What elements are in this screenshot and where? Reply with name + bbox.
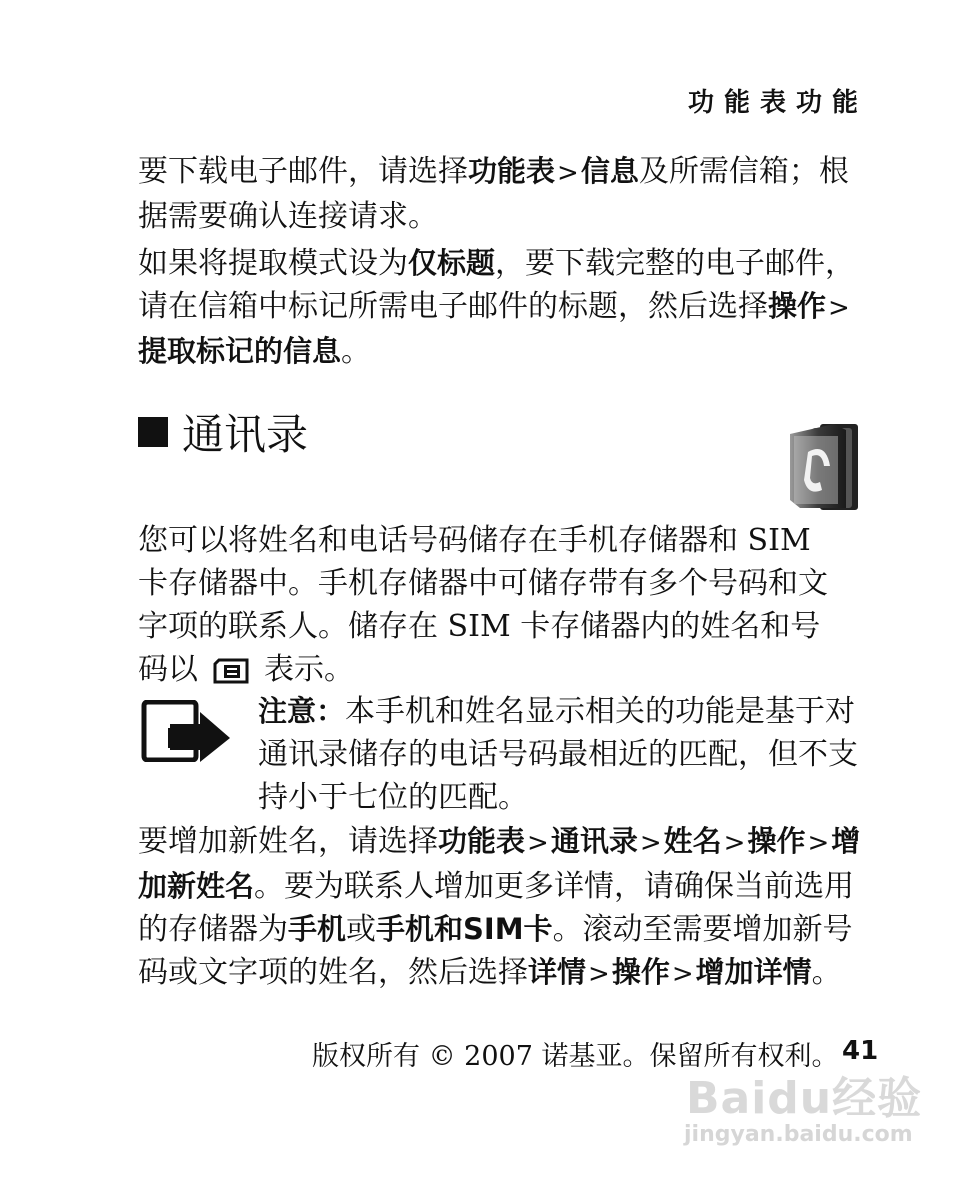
running-header: 功能表功能 bbox=[687, 88, 868, 118]
menu-term: 通讯录 bbox=[550, 824, 638, 858]
text: 。滚动至需要增加新号码或文字项的姓名，然后选择 bbox=[138, 912, 853, 990]
text: 或 bbox=[346, 912, 377, 947]
copyright-footer: 版权所有 © 2007 诺基亚。保留所有权利。 bbox=[312, 1041, 839, 1072]
menu-term: 操作 bbox=[768, 289, 827, 323]
menu-term: 提取标记的信息 bbox=[138, 334, 342, 368]
menu-term: 详情 bbox=[528, 955, 587, 989]
menu-term: 姓名 bbox=[663, 824, 722, 858]
menu-term: 操作 bbox=[747, 824, 806, 858]
text: ，要下载完整的电子邮件，请在信箱中标记所需电子邮件的标题，然后选择 bbox=[138, 246, 856, 324]
menu-term: 手机 bbox=[288, 912, 347, 946]
menu-term: 增加详情 bbox=[695, 955, 812, 989]
text: 。 bbox=[341, 334, 372, 369]
separator: > bbox=[723, 828, 746, 858]
watermark-url: jingyan.baidu.com bbox=[684, 1122, 913, 1147]
paragraph-download-email bbox=[138, 150, 878, 238]
paragraph-retrieve-mode bbox=[138, 242, 878, 373]
contacts-book-icon bbox=[786, 420, 862, 516]
note-label: 注意： bbox=[258, 694, 346, 728]
menu-term: 手机和SIM卡 bbox=[376, 912, 553, 946]
text: 及所需信箱；根据需要确认连接请求。 bbox=[138, 154, 849, 234]
menu-term: 功能表 bbox=[468, 154, 556, 188]
separator: > bbox=[671, 959, 694, 989]
separator: > bbox=[557, 158, 579, 188]
separator: > bbox=[527, 828, 549, 858]
separator: > bbox=[807, 828, 830, 858]
page-number: 41 bbox=[842, 1036, 879, 1066]
separator: > bbox=[828, 293, 850, 323]
section-heading bbox=[138, 402, 308, 462]
section-title: 通讯录 bbox=[182, 410, 309, 459]
menu-term: 操作 bbox=[611, 955, 670, 989]
separator: > bbox=[639, 828, 662, 858]
section-bullet-icon bbox=[138, 417, 168, 447]
menu-term: 信息 bbox=[580, 154, 639, 188]
watermark-brand: Baidu经验 bbox=[686, 1073, 923, 1124]
text: 表示。 bbox=[264, 652, 354, 687]
text: 要下载电子邮件，请选择 bbox=[138, 154, 468, 189]
paragraph-contacts-storage bbox=[138, 519, 848, 697]
text: 本手机和姓名显示相关的功能是基于对通讯录储存的电话号码最相近的匹配，但不支持小于七位的匹配。 bbox=[258, 694, 858, 815]
text: 如果将提取模式设为 bbox=[138, 246, 408, 281]
text: 。 bbox=[811, 955, 842, 990]
text: 要增加新姓名，请选择 bbox=[138, 824, 438, 859]
text: 。要为联系人增加更多详情，请确保当前选用的存储器为 bbox=[138, 869, 855, 947]
text: 您可以将姓名和电话号码储存在手机存储器和 SIM 卡存储器中。手机存储器中可储存带有多个号码和文字项的联系人。储存在 SIM 卡存储器内的姓名和号码以 bbox=[138, 523, 828, 687]
menu-term: 功能表 bbox=[438, 824, 526, 858]
sim-card-icon bbox=[212, 654, 250, 697]
note-icon bbox=[140, 700, 232, 766]
menu-term: 增加新姓名 bbox=[138, 824, 861, 903]
menu-term: 仅标题 bbox=[408, 246, 496, 280]
separator: > bbox=[588, 959, 610, 989]
note-text bbox=[258, 690, 878, 819]
paragraph-add-contact bbox=[138, 820, 878, 996]
